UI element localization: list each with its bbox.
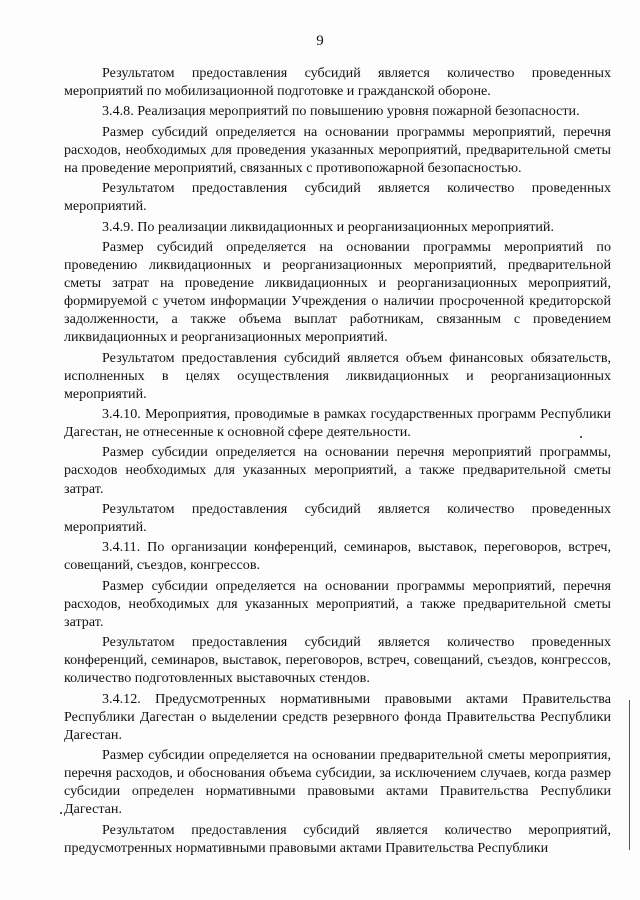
- section-heading: 3.4.12. Предусмотренных нормативными правовыми актами Правительства Республики Дагестан о выделении средств резервного фонда Правительства Республики Дагестан.: [64, 690, 611, 743]
- paragraph: Результатом предоставления субсидий является объем финансовых обязательств, исполненных в целях осуществления ликвидационных и реорганизационных мероприятий.: [64, 349, 611, 402]
- paragraph: Размер субсидий определяется на основании программы мероприятий по проведению ликвидационных и реорганизационных мероприятий, предварительной сметы затрат на проведение ликвидационных и реорганизационных мероприятий, формируемой с учетом информации Учреждения о наличии просроченной кредиторской задолженности, а также объема выплат работникам, связанным с проведением ликвидационных и реорганизационных мероприятий.: [64, 238, 611, 346]
- paragraph: Результатом предоставления субсидий является количество мероприятий, предусмотренных нормативными правовыми актами Правительства Республики: [64, 821, 611, 856]
- paragraph: Размер субсидии определяется на основании предварительной сметы мероприятия, перечня расходов, и обоснования объема субсидии, за исключением случаев, когда размер субсидии определен нормативными правовыми актами Правительства Республики Дагестан.: [64, 747, 611, 818]
- scan-artifact: [629, 700, 630, 850]
- paragraph: Размер субсидии определяется на основании программы мероприятий, перечня расходов, необходимых для указанных мероприятий, а также предварительной сметы затрат.: [64, 577, 611, 630]
- paragraph: Размер субсидий определяется на основании программы мероприятий, перечня расходов, необходимых для проведения указанных мероприятий, предварительной сметы на проведение мероприятий, связанных с противопожарной безопасностью.: [64, 123, 611, 176]
- paragraph: Результатом предоставления субсидий является количество проведенных мероприятий.: [64, 500, 611, 535]
- section-heading: 3.4.10. Мероприятия, проводимые в рамках государственных программ Республики Дагестан, не отнесенные к основной сфере деятельности.: [64, 406, 611, 441]
- section-heading: 3.4.11. По организации конференций, семинаров, выставок, переговоров, встреч, совещаний, съездов, конгрессов.: [64, 539, 611, 574]
- document-body: [64, 64, 611, 857]
- section-heading: 3.4.9. По реализации ликвидационных и реорганизационных мероприятий.: [102, 218, 554, 235]
- paragraph: Размер субсидии определяется на основании перечня мероприятий программы, расходов необходимых для указанных мероприятий, а также предварительной сметы затрат.: [64, 444, 611, 497]
- scan-artifact: [60, 812, 62, 814]
- paragraph: Результатом предоставления субсидий является количество проведенных мероприятий.: [64, 180, 611, 215]
- page-number: 9: [316, 33, 324, 49]
- paragraph: Результатом предоставления субсидий является количество проведенных конференций, семинаров, выставок, переговоров, встреч, совещаний, съездов, конгрессов, количество подготовленных выставочных стендов.: [64, 634, 611, 687]
- scan-artifact: [580, 436, 582, 438]
- section-heading: 3.4.8. Реализация мероприятий по повышению уровня пожарной безопасности.: [102, 103, 580, 120]
- paragraph: Результатом предоставления субсидий является количество проведенных мероприятий по мобилизационной подготовке и гражданской обороне.: [64, 65, 611, 100]
